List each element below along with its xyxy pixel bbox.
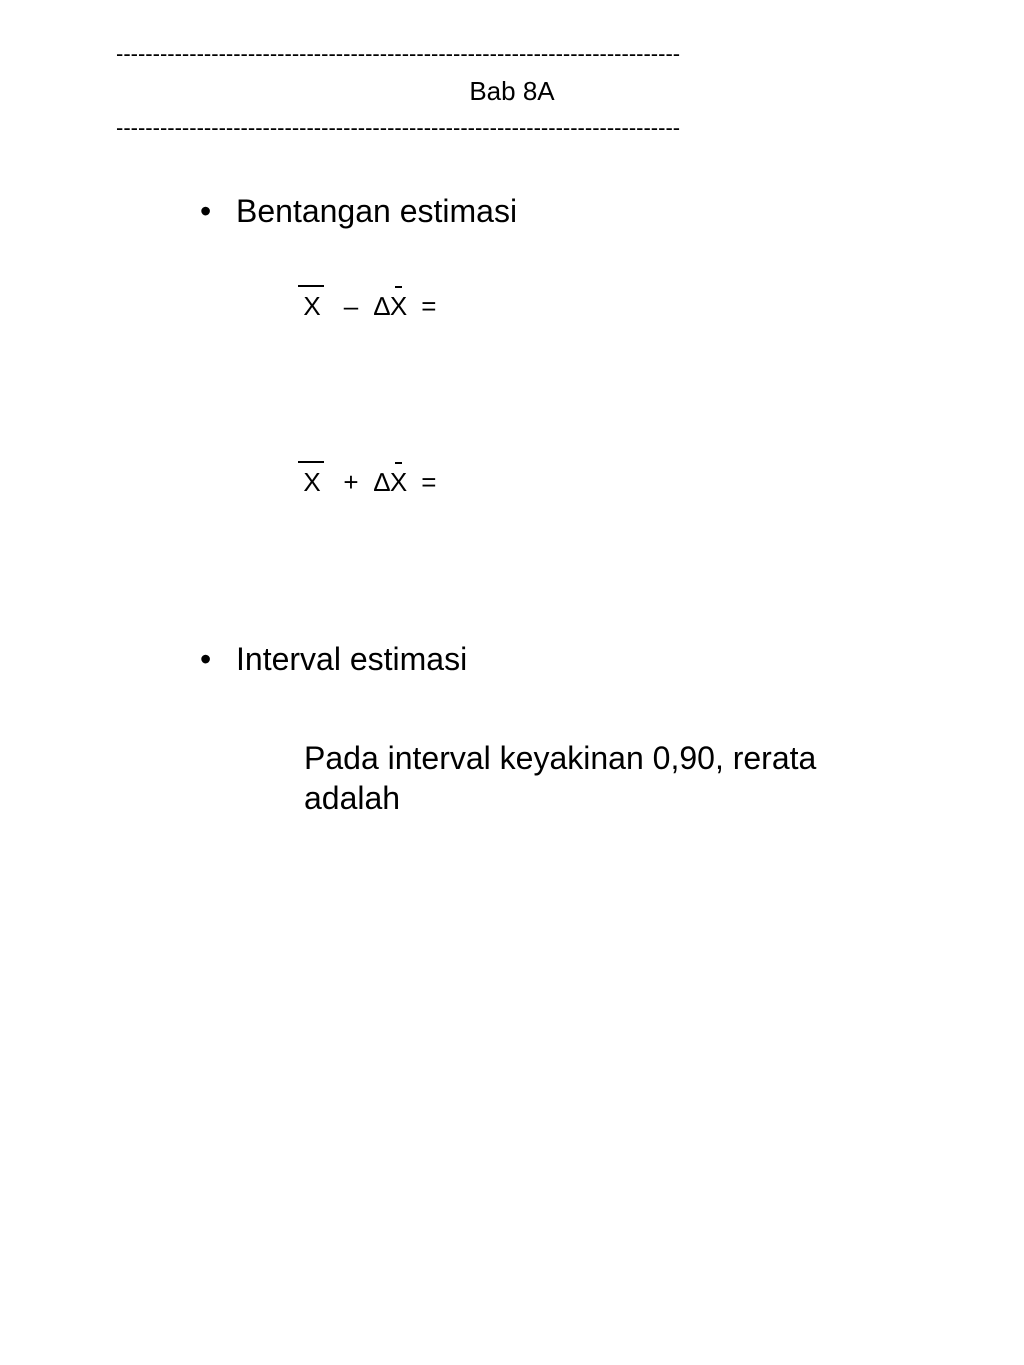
header-rule-top: ----------------------------------------------------------------------------- xyxy=(116,42,681,66)
mean-symbol: X xyxy=(296,291,328,321)
bullet-item-interval xyxy=(200,640,467,678)
equation-lower-bound xyxy=(296,291,436,321)
mean-symbol: X xyxy=(296,467,328,497)
mean-symbol: X xyxy=(389,291,408,321)
equals-sign: = xyxy=(421,291,437,321)
header-rule-bottom: ----------------------------------------------------------------------------- xyxy=(116,116,681,140)
equation-operator: – xyxy=(343,291,359,321)
bullet-icon: • xyxy=(200,193,212,229)
delta-mean-symbol xyxy=(374,291,407,321)
equals-sign: = xyxy=(421,467,437,497)
equation-operator: + xyxy=(343,467,359,497)
delta-symbol: ∆ xyxy=(374,291,390,321)
bullet-heading: Interval estimasi xyxy=(236,641,468,677)
bullet-heading: Bentangan estimasi xyxy=(236,193,518,229)
delta-mean-symbol xyxy=(374,467,407,497)
chapter-title: Bab 8A xyxy=(469,76,555,106)
equation-upper-bound xyxy=(296,467,436,497)
interval-description: Pada interval keyakinan 0,90, rerata adalah xyxy=(304,740,817,816)
bullet-item-bentangan xyxy=(200,192,517,230)
delta-symbol: ∆ xyxy=(374,467,390,497)
bullet-icon: • xyxy=(200,641,212,677)
mean-symbol: X xyxy=(389,467,408,497)
